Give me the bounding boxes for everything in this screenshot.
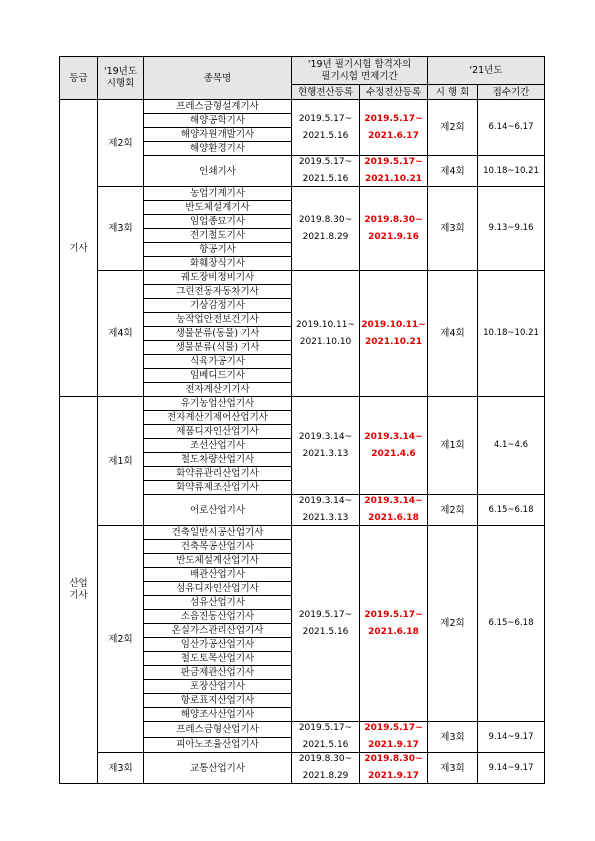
subject-name: 조선산업기사 xyxy=(144,439,292,453)
revised-end-date: 2021.9.16 xyxy=(368,231,419,242)
current-reg-b4 xyxy=(292,397,360,495)
subject-name: 해양자원개발기사 xyxy=(144,128,292,142)
revised-reg-b0 xyxy=(360,100,428,156)
subject-name: 기상감정기사 xyxy=(144,299,292,313)
table-body xyxy=(60,100,545,784)
session-19: 제3회 xyxy=(98,187,144,271)
receipt-period: 6.15~6.18 xyxy=(478,495,545,526)
header-session-21: 시 행 회 xyxy=(428,85,478,100)
receipt-period: 9.14~9.17 xyxy=(478,722,545,753)
subject-name: 소음진동산업기사 xyxy=(144,610,292,624)
table-row xyxy=(60,187,545,201)
subject-name: 인쇄기사 xyxy=(144,156,292,187)
subject-name: 교통산업기사 xyxy=(144,753,292,784)
header-exempt-period: '19년 필기시험 합격자의 필기시험 면제기간 xyxy=(292,57,428,85)
subject-name: 피아노조율산업기사 xyxy=(144,737,292,753)
receipt-period: 6.14~6.17 xyxy=(478,100,545,156)
current-start-date: 2019.3.14~ xyxy=(298,496,353,506)
revised-start-date: 2019.5.17~ xyxy=(364,113,423,124)
revised-start-date: 2019.3.14~ xyxy=(364,431,423,442)
current-end-date: 2021.5.16 xyxy=(302,626,349,637)
revised-end-date: 2021.9.17 xyxy=(368,740,419,750)
current-start-date: 2019.3.14~ xyxy=(298,431,353,442)
revised-start-date: 2019.5.17~ xyxy=(364,609,423,620)
revised-start-date: 2019.5.17~ xyxy=(364,157,423,167)
subject-name: 생물분류(동물) 기사 xyxy=(144,327,292,341)
subject-name: 건축일반시공산업기사 xyxy=(144,526,292,540)
current-end-date: 2021.5.16 xyxy=(302,740,349,750)
subject-name: 온실가스관리산업기사 xyxy=(144,624,292,638)
current-end-date: 2021.8.29 xyxy=(302,771,349,781)
session-19: 제4회 xyxy=(98,271,144,397)
session-19: 제2회 xyxy=(98,526,144,753)
subject-name: 해양환경기사 xyxy=(144,142,292,156)
grade-gisa: 기사 xyxy=(60,100,98,397)
revised-reg-b5 xyxy=(360,495,428,526)
receipt-period: 10.18~10.21 xyxy=(478,271,545,397)
current-end-date: 2021.5.16 xyxy=(302,174,349,184)
current-reg-b3 xyxy=(292,271,360,397)
subject-name: 섬유디자인산업기사 xyxy=(144,582,292,596)
table-row xyxy=(60,526,545,540)
header-current-reg: 현행전산등록 xyxy=(292,85,360,100)
subject-name: 제품디자인산업기사 xyxy=(144,425,292,439)
revised-end-date: 2021.4.6 xyxy=(371,448,416,459)
subject-name: 반도체설계기사 xyxy=(144,201,292,215)
session-19: 제1회 xyxy=(98,397,144,526)
subject-name: 궤도장비정비기사 xyxy=(144,271,292,285)
header-grade: 등급 xyxy=(60,57,98,100)
subject-name: 철도차량산업기사 xyxy=(144,453,292,467)
subject-name: 생물분류(식물) 기사 xyxy=(144,341,292,355)
current-start-date: 2019.8.30~ xyxy=(298,214,353,225)
receipt-period: 10.18~10.21 xyxy=(478,156,545,187)
session-21: 제2회 xyxy=(428,495,478,526)
subject-name: 포장산업기사 xyxy=(144,680,292,694)
subject-name: 판금제관산업기사 xyxy=(144,666,292,680)
current-end-date: 2021.3.13 xyxy=(302,448,349,459)
table-row xyxy=(60,271,545,285)
revised-start-date: 2019.8.30~ xyxy=(364,754,423,764)
subject-name: 반도체설계산업기사 xyxy=(144,554,292,568)
subject-name: 프레스금형설계기사 xyxy=(144,100,292,114)
header-revised-reg: 수정전산등록 xyxy=(360,85,428,100)
subject-name: 임베디드기사 xyxy=(144,369,292,383)
subject-name: 항공기사 xyxy=(144,243,292,257)
subject-name: 임업종묘기사 xyxy=(144,215,292,229)
revised-reg-b8 xyxy=(360,753,428,784)
subject-name: 농작업안전보건기사 xyxy=(144,313,292,327)
revised-end-date: 2021.9.17 xyxy=(368,771,419,781)
subject-name: 섬유산업기사 xyxy=(144,596,292,610)
subject-name: 유기농업산업기사 xyxy=(144,397,292,411)
current-end-date: 2021.5.16 xyxy=(302,130,349,141)
table-row xyxy=(60,397,545,411)
receipt-period: 4.1~4.6 xyxy=(478,397,545,495)
revised-reg-b6 xyxy=(360,526,428,722)
subject-name: 어로산업기사 xyxy=(144,495,292,526)
revised-reg-b4 xyxy=(360,397,428,495)
receipt-period: 9.14~9.17 xyxy=(478,753,545,784)
revised-start-date: 2019.8.30~ xyxy=(364,214,423,225)
current-end-date: 2021.8.29 xyxy=(302,231,349,242)
revised-end-date: 2021.10.21 xyxy=(365,174,422,184)
subject-name: 철도토목산업기사 xyxy=(144,652,292,666)
current-reg-b0 xyxy=(292,100,360,156)
revised-reg-b1 xyxy=(360,156,428,187)
subject-name: 해양조사산업기사 xyxy=(144,708,292,722)
current-end-date: 2021.3.13 xyxy=(302,513,349,523)
current-start-date: 2019.8.30~ xyxy=(298,754,353,764)
subject-name: 배관산업기사 xyxy=(144,568,292,582)
subject-name: 임산가공산업기사 xyxy=(144,638,292,652)
subject-name: 건축목공산업기사 xyxy=(144,540,292,554)
session-21: 제4회 xyxy=(428,156,478,187)
current-reg-b7 xyxy=(292,722,360,753)
subject-name: 전자계산기제어산업기사 xyxy=(144,411,292,425)
session-21: 제2회 xyxy=(428,526,478,722)
subject-name: 프레스금형산업기사 xyxy=(144,722,292,738)
current-start-date: 2019.5.17~ xyxy=(298,113,353,124)
session-21: 제2회 xyxy=(428,100,478,156)
current-reg-b2 xyxy=(292,187,360,271)
session-21: 제3회 xyxy=(428,753,478,784)
receipt-period: 6.15~6.18 xyxy=(478,526,545,722)
current-start-date: 2019.5.17~ xyxy=(298,723,353,733)
subject-name: 화훼장식기사 xyxy=(144,257,292,271)
session-21: 제4회 xyxy=(428,271,478,397)
current-reg-b5 xyxy=(292,495,360,526)
revised-reg-b7 xyxy=(360,722,428,753)
header-session-19: '19년도 시행회 xyxy=(98,57,144,100)
table-row xyxy=(60,100,545,114)
current-start-date: 2019.10.11~ xyxy=(295,319,356,330)
subject-name: 농업기계기사 xyxy=(144,187,292,201)
revised-end-date: 2021.10.21 xyxy=(365,336,422,347)
session-21: 제3회 xyxy=(428,722,478,753)
revised-end-date: 2021.6.18 xyxy=(368,626,419,637)
receipt-period: 9.13~9.16 xyxy=(478,187,545,271)
current-reg-b6 xyxy=(292,526,360,722)
subject-name: 식육가공기사 xyxy=(144,355,292,369)
revised-start-date: 2019.3.14~ xyxy=(364,496,423,506)
revised-reg-b2 xyxy=(360,187,428,271)
current-start-date: 2019.5.17~ xyxy=(298,609,353,620)
current-reg-b1 xyxy=(292,156,360,187)
session-21: 제3회 xyxy=(428,187,478,271)
subject-name: 화약류제조산업기사 xyxy=(144,481,292,495)
revised-end-date: 2021.6.17 xyxy=(368,130,419,141)
header-year21: '21년도 xyxy=(428,57,545,85)
current-end-date: 2021.10.10 xyxy=(299,336,352,347)
session-19: 제3회 xyxy=(98,753,144,784)
current-start-date: 2019.5.17~ xyxy=(298,157,353,167)
header-subject: 종목명 xyxy=(144,57,292,100)
subject-name: 전자계산기기사 xyxy=(144,383,292,397)
revised-end-date: 2021.6.18 xyxy=(368,513,419,523)
session-19: 제2회 xyxy=(98,100,144,187)
header-receipt: 접수기간 xyxy=(478,85,545,100)
subject-name: 항로표지산업기사 xyxy=(144,694,292,708)
subject-name: 해양공학기사 xyxy=(144,114,292,128)
current-reg-b8 xyxy=(292,753,360,784)
subject-name: 그린전동자동차기사 xyxy=(144,285,292,299)
revised-reg-b3 xyxy=(360,271,428,397)
subject-name: 화약류관리산업기사 xyxy=(144,467,292,481)
exemption-table xyxy=(59,56,545,784)
session-21: 제1회 xyxy=(428,397,478,495)
table-row xyxy=(60,753,545,784)
subject-name: 전기철도기사 xyxy=(144,229,292,243)
revised-start-date: 2019.5.17~ xyxy=(364,723,423,733)
grade-sanup: 산업 기사 xyxy=(60,397,98,784)
revised-start-date: 2019.10.11~ xyxy=(361,319,426,330)
